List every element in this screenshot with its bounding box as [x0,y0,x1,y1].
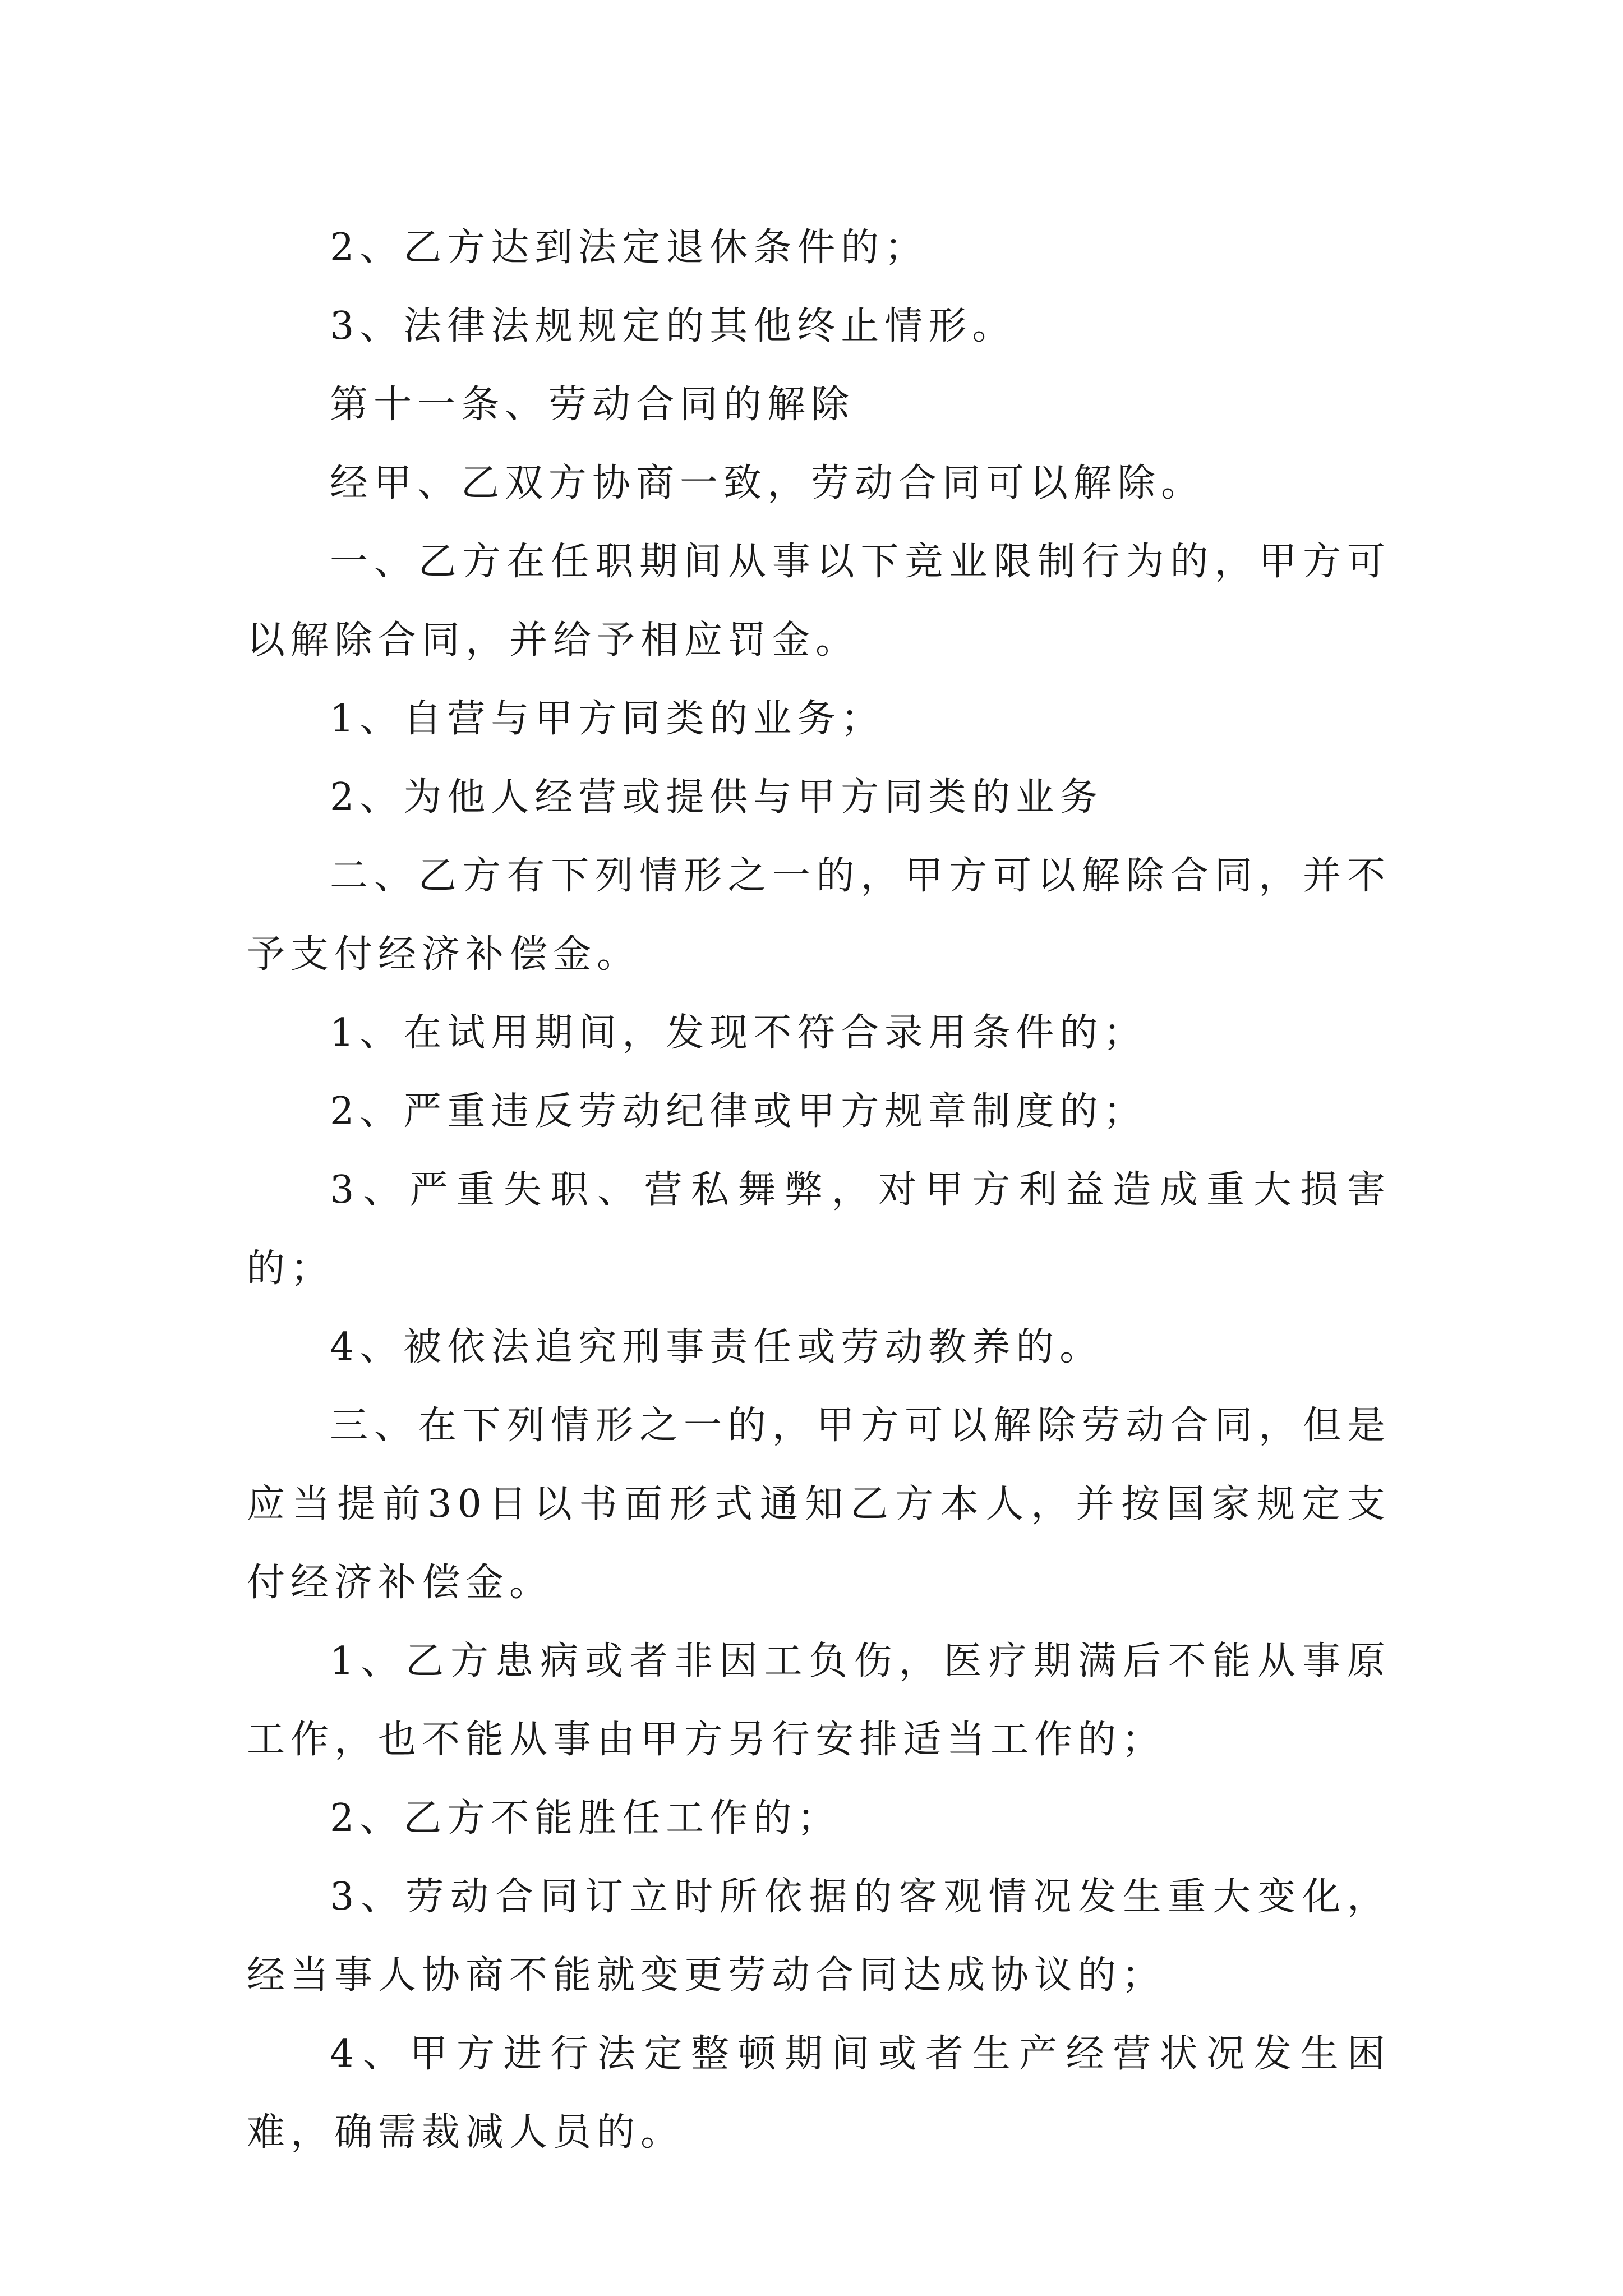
paragraph-layoff: 4、甲方进行法定整顿期间或者生产经营状况发生困难，确需裁减人员的。 [247,2032,1391,2155]
paragraph-retirement: 2、乙方达到法定退休条件的； [330,226,929,270]
paragraph-illness-injury: 1、乙方患病或者非因工负伤，医疗期满后不能从事原工作，也不能从事由甲方另行安排适当工作的； [247,1639,1391,1762]
document-body [247,209,1391,2172]
paragraph-discipline-violation: 2、严重违反劳动纪律或甲方规章制度的； [330,1089,1147,1134]
paragraph-mutual-agreement: 经甲、乙双方协商一致，劳动合同可以解除。 [330,461,1205,505]
section-one-noncompete: 一、乙方在任职期间从事以下竞业限制行为的，甲方可以解除合同，并给予相应罚金。 [247,540,1391,662]
paragraph-other-termination: 3、法律法规规定的其他终止情形。 [330,304,1016,348]
paragraph-dereliction: 3、严重失职、营私舞弊，对甲方利益造成重大损害的； [247,1168,1391,1291]
article-eleven-heading: 第十一条、劳动合同的解除 [330,383,855,427]
paragraph-operating-for-others: 2、为他人经营或提供与甲方同类的业务 [330,775,1104,820]
paragraph-self-operated-business: 1、自营与甲方同类的业务； [330,697,885,741]
section-two-no-compensation: 二、乙方有下列情形之一的，甲方可以解除合同，并不予支付经济补偿金。 [247,854,1391,977]
paragraph-changed-circumstances: 3、劳动合同订立时所依据的客观情况发生重大变化，经当事人协商不能就变更劳动合同达成协议的； [247,1875,1391,1998]
section-three-notice-termination: 三、在下列情形之一的，甲方可以解除劳动合同，但是应当提前30日以书面形式通知乙方本人，并按国家规定支付经济补偿金。 [247,1404,1391,1605]
paragraph-criminal-liability: 4、被依法追究刑事责任或劳动教养的。 [330,1325,1104,1369]
paragraph-probation: 1、在试用期间，发现不符合录用条件的； [330,1011,1147,1055]
paragraph-incompetence: 2、乙方不能胜任工作的； [330,1796,841,1841]
